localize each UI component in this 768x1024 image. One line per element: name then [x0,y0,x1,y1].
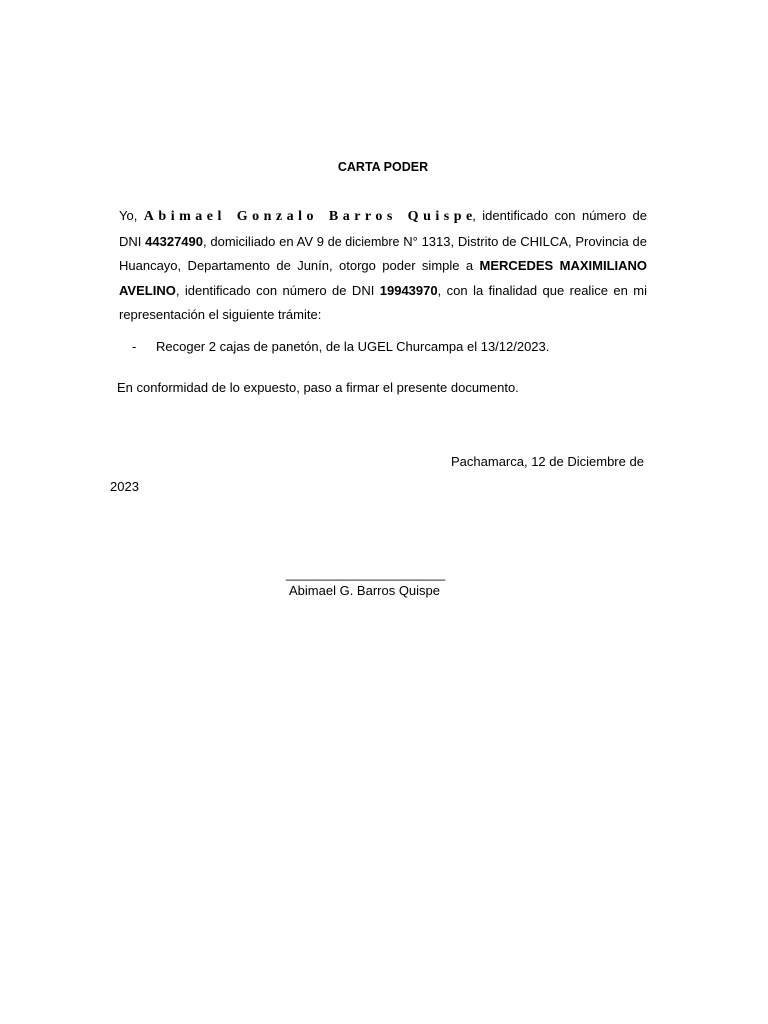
list-item-text: Recoger 2 cajas de panetón, de la UGEL Churcampa el 13/12/2023. [156,339,550,354]
signature-line: ______________________ [286,566,446,581]
signatory-name: Abimael G. Barros Quispe [289,583,441,598]
body-paragraph [119,204,647,328]
list-dash: - [132,339,137,354]
place-and-date: Pachamarca, 12 de Diciembre de [451,454,644,469]
address-text-2: N° 1313, Distrito de CHILCA, Provincia de Huancayo, Departamento de Junín, otorgo poder simple a [119,233,648,273]
document-title: CARTA PODER [337,160,429,174]
intro-yo: Yo, [119,208,144,223]
list-item [132,337,549,357]
identification-text: , identificado con número de DNI [119,208,647,249]
proxy-dni: 19943970 [379,282,438,298]
proxy-name: MERCEDES MAXIMILIANO AVELINO [119,258,648,298]
grantor-dni: 44327490 [145,233,203,249]
closing-statement: En conformidad de lo expuesto, paso a firmar el presente documento. [117,380,519,395]
address-date-text: de diciembre [327,234,400,249]
grantor-name: Abimael Gonzalo Barros Quisp [143,209,466,224]
purpose-text: , con la finalidad que realice en mi representación el siguiente trámite: [119,282,648,322]
grantor-name-end: e [465,209,473,224]
date-year: 2023 [110,479,139,494]
proxy-intro-text: , identificado con número de DNI [175,282,380,298]
address-text-1: , domiciliado en AV 9 [203,233,328,249]
